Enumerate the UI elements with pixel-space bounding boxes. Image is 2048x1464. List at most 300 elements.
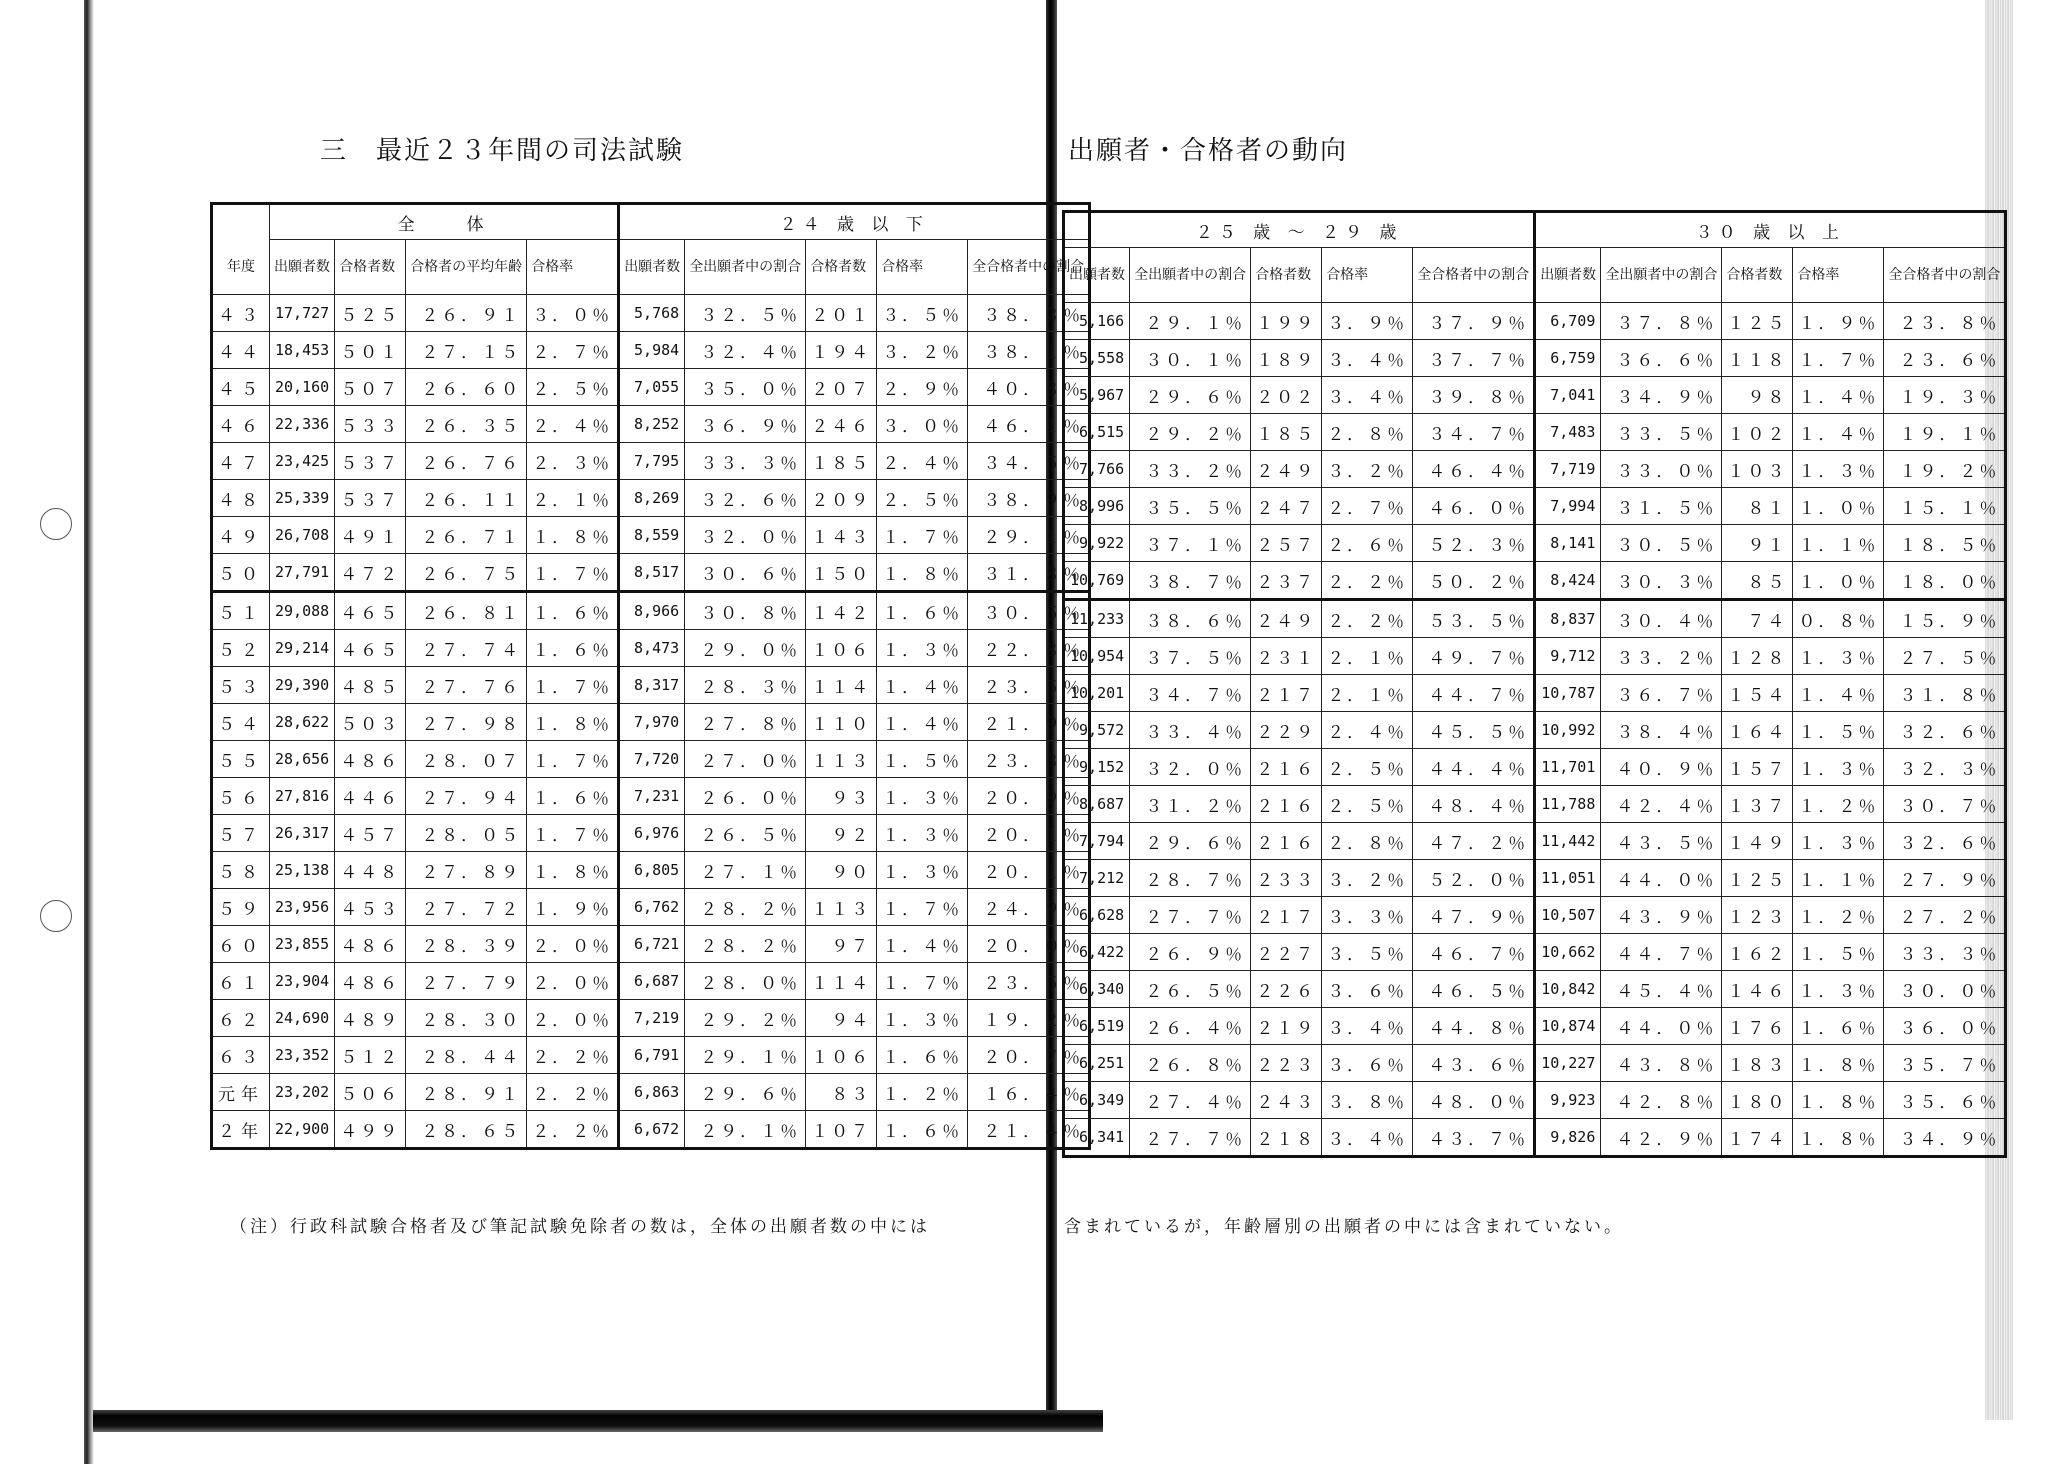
data-cell: ４９．７％ (1413, 638, 1535, 675)
data-cell: ４８９ (335, 1000, 406, 1037)
data-cell: ２６．５％ (685, 815, 806, 852)
right-data-table (1062, 210, 2007, 1158)
data-cell: 6,805 (619, 852, 685, 889)
data-cell: 7,219 (619, 1000, 685, 1037)
table-row (1064, 600, 2006, 638)
data-cell: ５０．２％ (1413, 562, 1535, 600)
data-cell: 28,656 (270, 741, 335, 778)
year-cell: ４４ (212, 332, 270, 369)
data-cell: ２６．８％ (1130, 1045, 1251, 1082)
data-cell: １．４％ (877, 926, 968, 963)
data-cell: ４８６ (335, 926, 406, 963)
data-cell: ４８６ (335, 963, 406, 1000)
data-cell: ２６．５％ (1130, 971, 1251, 1008)
data-cell: １．０％ (1793, 488, 1884, 525)
data-cell: ３２．６％ (1884, 712, 2006, 749)
data-cell: ２．５％ (527, 369, 619, 406)
column-header: 合格率 (527, 240, 619, 295)
data-cell: ３２．０％ (685, 517, 806, 554)
data-cell: ３４．５％ (968, 443, 1090, 480)
data-cell: 8,269 (619, 480, 685, 517)
data-cell: 6,628 (1064, 897, 1130, 934)
data-cell: １．５％ (1793, 712, 1884, 749)
data-cell: ９２ (806, 815, 877, 852)
data-cell: ２２７ (1251, 934, 1322, 971)
data-cell: 8,837 (1535, 600, 1601, 638)
data-cell: 8,424 (1535, 562, 1601, 600)
data-cell: ４８．０％ (1413, 1082, 1535, 1119)
data-cell: ３．４％ (1322, 1008, 1413, 1045)
column-header: 全合格者中の割合 (1884, 248, 2006, 303)
data-cell: ３８．１％ (968, 332, 1090, 369)
data-cell: １８９ (1251, 340, 1322, 377)
data-cell: 6,515 (1064, 414, 1130, 451)
data-cell: 9,922 (1064, 525, 1130, 562)
data-cell: １５０ (806, 554, 877, 592)
data-cell: ２．１％ (1322, 675, 1413, 712)
data-cell: １．７％ (527, 667, 619, 704)
data-cell: 7,483 (1535, 414, 1601, 451)
data-cell: ２９．１％ (1130, 303, 1251, 340)
data-cell: ３８．６％ (1130, 600, 1251, 638)
data-cell: 6,709 (1535, 303, 1601, 340)
table-row (1064, 934, 2006, 971)
data-cell: ２０７ (806, 369, 877, 406)
year-cell: ５６ (212, 778, 270, 815)
title-right: 出願者・合格者の動向 (1068, 136, 1349, 166)
column-header: 合格者数 (335, 240, 406, 295)
data-cell: １．７％ (527, 815, 619, 852)
data-cell: ２．３％ (527, 443, 619, 480)
data-cell: １．４％ (877, 667, 968, 704)
data-cell: ２３．６％ (1884, 340, 2006, 377)
table-row (212, 406, 1090, 443)
data-cell: ２．１％ (1322, 638, 1413, 675)
column-header: 全合格者中の割合 (1413, 248, 1535, 303)
data-cell: 7,055 (619, 369, 685, 406)
data-cell: ２４．９％ (968, 889, 1090, 926)
data-cell: ３８．３％ (968, 295, 1090, 332)
table-row (212, 517, 1090, 554)
data-cell: ２０１ (806, 295, 877, 332)
data-cell: ２．５％ (1322, 786, 1413, 823)
data-cell: １６．４％ (968, 1074, 1090, 1111)
data-cell: ２．４％ (1322, 712, 1413, 749)
data-cell: ４５．５％ (1413, 712, 1535, 749)
data-cell: ２．４％ (877, 443, 968, 480)
data-cell: ３２．６％ (685, 480, 806, 517)
data-cell: ３８．９％ (968, 480, 1090, 517)
data-cell: ２０．１％ (968, 815, 1090, 852)
data-cell: ２７．７６ (406, 667, 527, 704)
data-cell: ３０．６％ (685, 554, 806, 592)
column-header: 全合格者中の割合 (968, 240, 1090, 295)
data-cell: ３．６％ (1322, 1045, 1413, 1082)
data-cell: １９．２％ (1884, 451, 2006, 488)
data-cell: 6,251 (1064, 1045, 1130, 1082)
table-row (1064, 897, 2006, 934)
data-cell: ３５．０％ (685, 369, 806, 406)
data-cell: 7,720 (619, 741, 685, 778)
data-cell: ２１．９％ (968, 704, 1090, 741)
data-cell: 9,152 (1064, 749, 1130, 786)
data-cell: ３．９％ (1322, 303, 1413, 340)
data-cell: ２６．３５ (406, 406, 527, 443)
year-cell: ４５ (212, 369, 270, 406)
data-cell: １．６％ (527, 778, 619, 815)
data-cell: ２２．８％ (968, 630, 1090, 667)
data-cell: １２３ (1722, 897, 1793, 934)
data-cell: ２３．５％ (968, 963, 1090, 1000)
data-cell: ３０．３％ (1601, 562, 1722, 600)
data-cell: １５．９％ (1884, 600, 2006, 638)
data-cell: ２２３ (1251, 1045, 1322, 1082)
data-cell: ３０．５％ (1601, 525, 1722, 562)
data-cell: ２７．１％ (685, 852, 806, 889)
data-cell: ３２．４％ (685, 332, 806, 369)
data-cell: ２９．６％ (685, 1074, 806, 1111)
table-row (212, 741, 1090, 778)
column-header: 合格者数 (1251, 248, 1322, 303)
data-cell: ９７ (806, 926, 877, 963)
data-cell: １５７ (1722, 749, 1793, 786)
data-cell: 10,662 (1535, 934, 1601, 971)
data-cell: ２９．１％ (685, 1037, 806, 1074)
data-cell: ２３１ (1251, 638, 1322, 675)
data-cell: ２６．７５ (406, 554, 527, 592)
data-cell: １６４ (1722, 712, 1793, 749)
data-cell: ５２．０％ (1413, 860, 1535, 897)
data-cell: ４４８ (335, 852, 406, 889)
table-row (1064, 1045, 2006, 1082)
data-cell: ２４６ (806, 406, 877, 443)
table-row (1064, 525, 2006, 562)
data-cell: 7,041 (1535, 377, 1601, 414)
table-row (212, 332, 1090, 369)
data-cell: ２．１％ (527, 480, 619, 517)
data-cell: 6,976 (619, 815, 685, 852)
data-cell: ２７．１５ (406, 332, 527, 369)
data-cell: １．５％ (1793, 934, 1884, 971)
data-cell: １．１％ (1793, 525, 1884, 562)
data-cell: 7,994 (1535, 488, 1601, 525)
data-cell: ４６．０％ (1413, 488, 1535, 525)
data-cell: １．８％ (527, 852, 619, 889)
year-cell: ６１ (212, 963, 270, 1000)
data-cell: ２３．８％ (1884, 303, 2006, 340)
table-row (1064, 414, 2006, 451)
data-cell: １８５ (1251, 414, 1322, 451)
data-cell: ３．４％ (1322, 1119, 1413, 1157)
data-cell: 6,759 (1535, 340, 1601, 377)
data-cell: ３１．２％ (1130, 786, 1251, 823)
data-cell: ２７．４％ (1130, 1082, 1251, 1119)
data-cell: 8,517 (619, 554, 685, 592)
table-row (1064, 971, 2006, 1008)
data-cell: ９０ (806, 852, 877, 889)
scan-shadow-bar (93, 1410, 1103, 1432)
data-cell: １．７％ (877, 963, 968, 1000)
data-cell: １０３ (1722, 451, 1793, 488)
data-cell: ４５７ (335, 815, 406, 852)
data-cell: ２７．８％ (685, 704, 806, 741)
column-header: 合格率 (1793, 248, 1884, 303)
data-cell: １０６ (806, 1037, 877, 1074)
data-cell: 11,701 (1535, 749, 1601, 786)
data-cell: ２７．９８ (406, 704, 527, 741)
footnote-right: 含まれているが，年齢層別の出願者の中には含まれていない。 (1064, 1217, 1624, 1237)
data-cell: 11,788 (1535, 786, 1601, 823)
data-cell: 6,349 (1064, 1082, 1130, 1119)
table-row (212, 815, 1090, 852)
data-cell: 8,317 (619, 667, 685, 704)
data-cell: １８５ (806, 443, 877, 480)
data-cell: 10,842 (1535, 971, 1601, 1008)
table-row (212, 443, 1090, 480)
data-cell: １．４％ (1793, 377, 1884, 414)
data-cell: １．３％ (1793, 971, 1884, 1008)
data-cell: １１３ (806, 741, 877, 778)
data-cell: １８３ (1722, 1045, 1793, 1082)
table-row (1064, 1008, 2006, 1045)
data-cell: ４３．８％ (1601, 1045, 1722, 1082)
data-cell: 29,214 (270, 630, 335, 667)
data-cell: ３０．０％ (1884, 971, 2006, 1008)
data-cell: ２１８ (1251, 1119, 1322, 1157)
table-row (212, 778, 1090, 815)
data-cell: ２１６ (1251, 823, 1322, 860)
data-cell: 8,252 (619, 406, 685, 443)
data-cell: １．３％ (877, 630, 968, 667)
data-cell: ３２．３％ (1884, 749, 2006, 786)
data-cell: ３２．５％ (685, 295, 806, 332)
table-row (212, 963, 1090, 1000)
data-cell: ２６．１１ (406, 480, 527, 517)
data-cell: 11,051 (1535, 860, 1601, 897)
data-cell: 11,233 (1064, 600, 1130, 638)
data-cell: ２．７％ (527, 332, 619, 369)
data-cell: ２．６％ (1322, 525, 1413, 562)
data-cell: 25,339 (270, 480, 335, 517)
data-cell: ３８．７％ (1130, 562, 1251, 600)
data-cell: ３．４％ (1322, 340, 1413, 377)
data-cell: １．８％ (527, 517, 619, 554)
data-cell: 25,138 (270, 852, 335, 889)
data-cell: １．３％ (877, 852, 968, 889)
table-row (1064, 1082, 2006, 1119)
data-cell: ２７．９４ (406, 778, 527, 815)
table-row (1064, 488, 2006, 525)
table-row (1064, 562, 2006, 600)
data-cell: 23,425 (270, 443, 335, 480)
data-cell: ２４９ (1251, 451, 1322, 488)
data-cell: ４７．９％ (1413, 897, 1535, 934)
data-cell: 6,863 (619, 1074, 685, 1111)
data-cell: ２６．８１ (406, 592, 527, 630)
data-cell: ２１７ (1251, 675, 1322, 712)
data-cell: ２．０％ (527, 1000, 619, 1037)
data-cell: ２６．７１ (406, 517, 527, 554)
data-cell: ２７．０％ (685, 741, 806, 778)
data-cell: ５３．５％ (1413, 600, 1535, 638)
table-row (1064, 340, 2006, 377)
data-cell: ２８．３０ (406, 1000, 527, 1037)
table-row (212, 630, 1090, 667)
data-cell: １．７％ (877, 889, 968, 926)
data-cell: 7,794 (1064, 823, 1130, 860)
column-header: 出願者数 (270, 240, 335, 295)
data-cell: ３．２％ (1322, 860, 1413, 897)
data-cell: ３０．８％ (685, 592, 806, 630)
year-cell: ５２ (212, 630, 270, 667)
column-header: 合格者数 (806, 240, 877, 295)
data-cell: ４７２ (335, 554, 406, 592)
data-cell: ４５．４％ (1601, 971, 1722, 1008)
column-header: 合格者数 (1722, 248, 1793, 303)
data-cell: ２．２％ (527, 1074, 619, 1111)
data-cell: １．２％ (877, 1074, 968, 1111)
data-cell: 9,826 (1535, 1119, 1601, 1157)
group-header-25-29: ２５ 歳 ～ ２９ 歳 (1064, 212, 1535, 248)
data-cell: １．２％ (1793, 897, 1884, 934)
data-cell: ３６．６％ (1601, 340, 1722, 377)
data-cell: ４４．８％ (1413, 1008, 1535, 1045)
table-row (1064, 823, 2006, 860)
table-row (212, 889, 1090, 926)
data-cell: ２８．６５ (406, 1111, 527, 1149)
data-cell: 6,519 (1064, 1008, 1130, 1045)
year-cell: 元年 (212, 1074, 270, 1111)
data-cell: ３６．７％ (1601, 675, 1722, 712)
data-cell: ５１２ (335, 1037, 406, 1074)
data-cell: 27,791 (270, 554, 335, 592)
data-cell: 23,904 (270, 963, 335, 1000)
table-row (1064, 786, 2006, 823)
data-cell: 28,622 (270, 704, 335, 741)
data-cell: ２８．２％ (685, 926, 806, 963)
data-cell: ４０．９％ (1601, 749, 1722, 786)
data-cell: ２．０％ (527, 926, 619, 963)
table-row (212, 1111, 1090, 1149)
left-data-table (210, 202, 1091, 1150)
data-cell: １．６％ (877, 1037, 968, 1074)
data-cell: ３．５％ (1322, 934, 1413, 971)
data-cell: １．３％ (1793, 638, 1884, 675)
data-cell: １８０ (1722, 1082, 1793, 1119)
data-cell: ２９．０％ (685, 630, 806, 667)
data-cell: ２０．７％ (968, 1037, 1090, 1074)
data-cell: 17,727 (270, 295, 335, 332)
data-cell: ２８．７％ (1130, 860, 1251, 897)
data-cell: ４８６ (335, 741, 406, 778)
table-row (1064, 377, 2006, 414)
data-cell: ２９．２％ (1130, 414, 1251, 451)
data-cell: 5,768 (619, 295, 685, 332)
data-cell: ４２．４％ (1601, 786, 1722, 823)
data-cell: ３３．２％ (1130, 451, 1251, 488)
data-cell: ４４６ (335, 778, 406, 815)
data-cell: １．４％ (877, 704, 968, 741)
data-cell: ３８．４％ (1601, 712, 1722, 749)
data-cell: ４６．１％ (968, 406, 1090, 443)
data-cell: ２４９ (1251, 600, 1322, 638)
data-cell: １１４ (806, 667, 877, 704)
data-cell: ２．４％ (527, 406, 619, 443)
data-cell: ３．０％ (877, 406, 968, 443)
data-cell: ２７．９％ (1884, 860, 2006, 897)
year-cell: ４９ (212, 517, 270, 554)
data-cell: ３３．５％ (1601, 414, 1722, 451)
table-row (212, 704, 1090, 741)
data-cell: ３２．６％ (1884, 823, 2006, 860)
data-cell: １４６ (1722, 971, 1793, 1008)
table-row (1064, 1119, 2006, 1157)
data-cell: １．３％ (877, 815, 968, 852)
data-cell: 5,967 (1064, 377, 1130, 414)
data-cell: ９８ (1722, 377, 1793, 414)
data-cell: １７６ (1722, 1008, 1793, 1045)
table-row (1064, 749, 2006, 786)
column-header: 出願者数 (1064, 248, 1130, 303)
data-cell: 27,816 (270, 778, 335, 815)
data-cell: ８５ (1722, 562, 1793, 600)
data-cell: ２９．６％ (1130, 823, 1251, 860)
data-cell: ２６．９％ (1130, 934, 1251, 971)
data-cell: ２３．５％ (968, 667, 1090, 704)
data-cell: ４０．８％ (968, 369, 1090, 406)
data-cell: ０．８％ (1793, 600, 1884, 638)
data-cell: ３．０％ (527, 295, 619, 332)
data-cell: １．８％ (1793, 1082, 1884, 1119)
table-row (212, 369, 1090, 406)
data-cell: ９１ (1722, 525, 1793, 562)
data-cell: 23,956 (270, 889, 335, 926)
table-row (212, 480, 1090, 517)
column-header: 出願者数 (619, 240, 685, 295)
data-cell: ２．２％ (527, 1037, 619, 1074)
data-cell: １５．１％ (1884, 488, 2006, 525)
data-cell: ４９１ (335, 517, 406, 554)
data-cell: １２５ (1722, 303, 1793, 340)
data-cell: ２．２％ (527, 1111, 619, 1149)
data-cell: １１４ (806, 963, 877, 1000)
data-cell: １３７ (1722, 786, 1793, 823)
data-cell: ４４．０％ (1601, 860, 1722, 897)
data-cell: 22,336 (270, 406, 335, 443)
data-cell: ３０．１％ (1130, 340, 1251, 377)
data-cell: ４４．７％ (1601, 934, 1722, 971)
data-cell: １．７％ (877, 517, 968, 554)
data-cell: ２０２ (1251, 377, 1322, 414)
data-cell: 20,160 (270, 369, 335, 406)
data-cell: １９９ (1251, 303, 1322, 340)
year-cell: ５０ (212, 554, 270, 592)
data-cell: ２８．９１ (406, 1074, 527, 1111)
column-header: 全出願者中の割合 (685, 240, 806, 295)
data-cell: 10,507 (1535, 897, 1601, 934)
data-cell: １．６％ (877, 1111, 968, 1149)
group-header-all: 全 体 (270, 204, 619, 240)
data-cell: ９３ (806, 778, 877, 815)
data-cell: １．５％ (877, 741, 968, 778)
data-cell: ５０６ (335, 1074, 406, 1111)
year-cell: ５５ (212, 741, 270, 778)
data-cell: １．４％ (1793, 675, 1884, 712)
data-cell: ２７．５％ (1884, 638, 2006, 675)
data-cell: １．１％ (1793, 860, 1884, 897)
data-cell: 29,088 (270, 592, 335, 630)
data-cell: １９．１％ (1884, 414, 2006, 451)
